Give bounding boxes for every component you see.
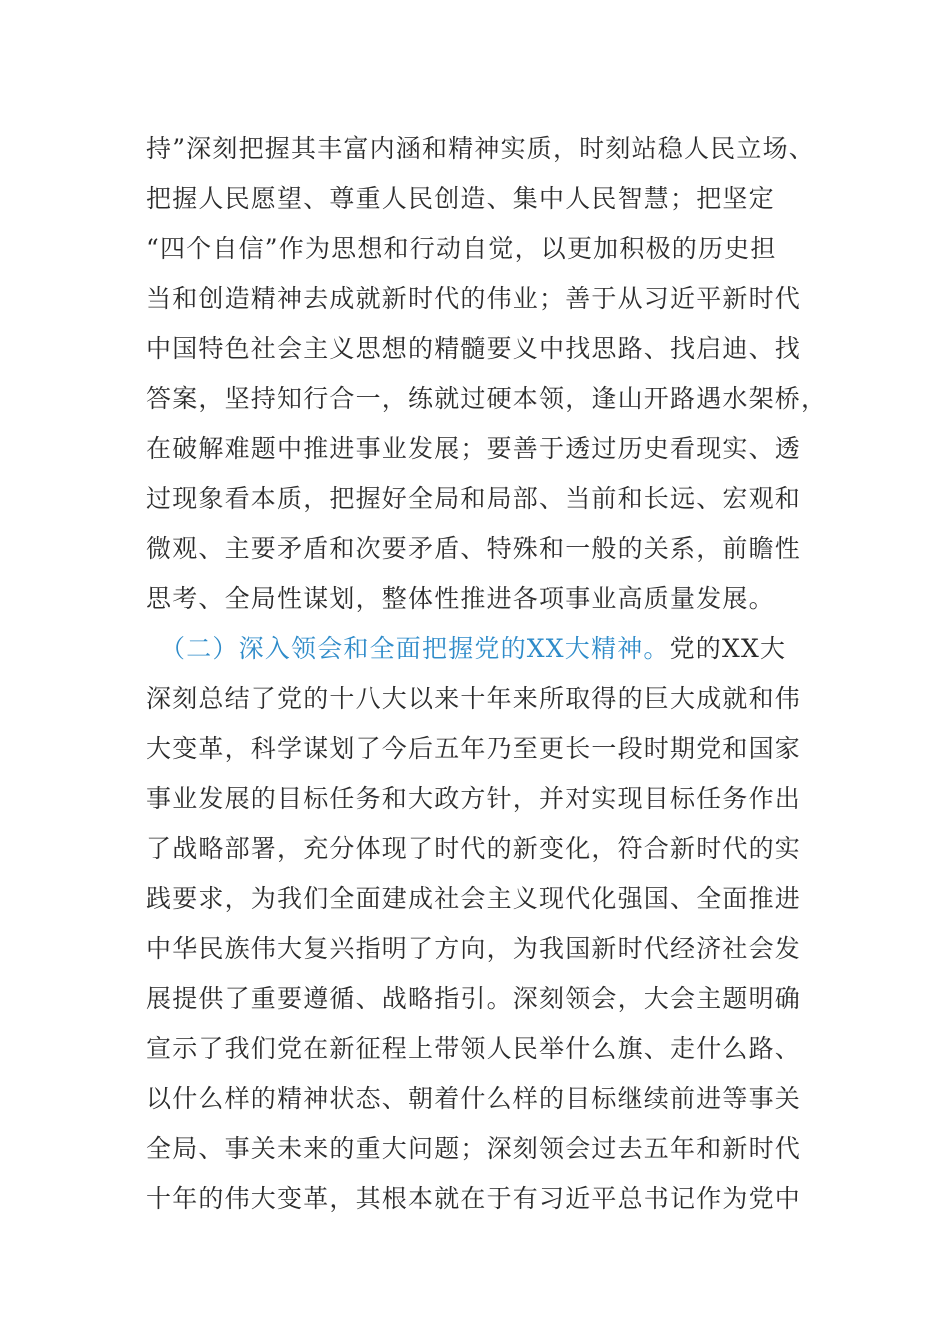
text-line: 过现象看本质，把握好全局和局部、当前和长远、宏观和 bbox=[146, 484, 802, 513]
text-line: 了战略部署，充分体现了时代的新变化，符合新时代的实 bbox=[146, 834, 802, 863]
text-line: 中华民族伟大复兴指明了方向，为我国新时代经济社会发 bbox=[146, 934, 802, 963]
text-line: 全局、事关未来的重大问题；深刻领会过去五年和新时代 bbox=[146, 1134, 802, 1163]
text-line: 当和创造精神去成就新时代的伟业；善于从习近平新时代 bbox=[146, 284, 802, 313]
text-line: 践要求，为我们全面建成社会主义现代化强国、全面推进 bbox=[146, 884, 802, 913]
text-line: 宣示了我们党在新征程上带领人民举什么旗、走什么路、 bbox=[146, 1034, 802, 1063]
text-line: 中国特色社会主义思想的精髓要义中找思路、找启迪、找 bbox=[146, 334, 802, 363]
document-body bbox=[146, 124, 826, 1224]
section-heading-tail: 党的XX大 bbox=[669, 634, 787, 663]
text-line: 展提供了重要遵循、战略指引。深刻领会，大会主题明确 bbox=[146, 984, 802, 1013]
text-line: “四个自信”作为思想和行动自觉，以更加积极的历史担 bbox=[146, 234, 777, 263]
text-line: 思考、全局性谋划，整体性推进各项事业高质量发展。 bbox=[146, 584, 775, 613]
text-line: 答案，坚持知行合一，练就过硬本领，逢山开路遇水架桥， bbox=[146, 384, 828, 413]
text-line: 大变革，科学谋划了今后五年乃至更长一段时期党和国家 bbox=[146, 734, 802, 763]
text-line: 以什么样的精神状态、朝着什么样的目标继续前进等事关 bbox=[146, 1084, 802, 1113]
text-line: 把握人民愿望、尊重人民创造、集中人民智慧；把坚定 bbox=[146, 184, 775, 213]
text-line: 深刻总结了党的十八大以来十年来所取得的巨大成就和伟 bbox=[146, 684, 802, 713]
text-line: 十年的伟大变革，其根本就在于有习近平总书记作为党中 bbox=[146, 1184, 802, 1213]
section-heading-line bbox=[146, 624, 826, 674]
text-line: 事业发展的目标任务和大政方针，并对实现目标任务作出 bbox=[146, 784, 802, 813]
text-line: 在破解难题中推进事业发展；要善于透过历史看现实、透 bbox=[146, 434, 802, 463]
text-line: 微观、主要矛盾和次要矛盾、特殊和一般的关系，前瞻性 bbox=[146, 534, 802, 563]
text-line: 持”深刻把握其丰富内涵和精神实质，时刻站稳人民立场、 bbox=[146, 134, 815, 163]
section-heading: （二）深入领会和全面把握党的XX大精神。 bbox=[160, 634, 670, 663]
